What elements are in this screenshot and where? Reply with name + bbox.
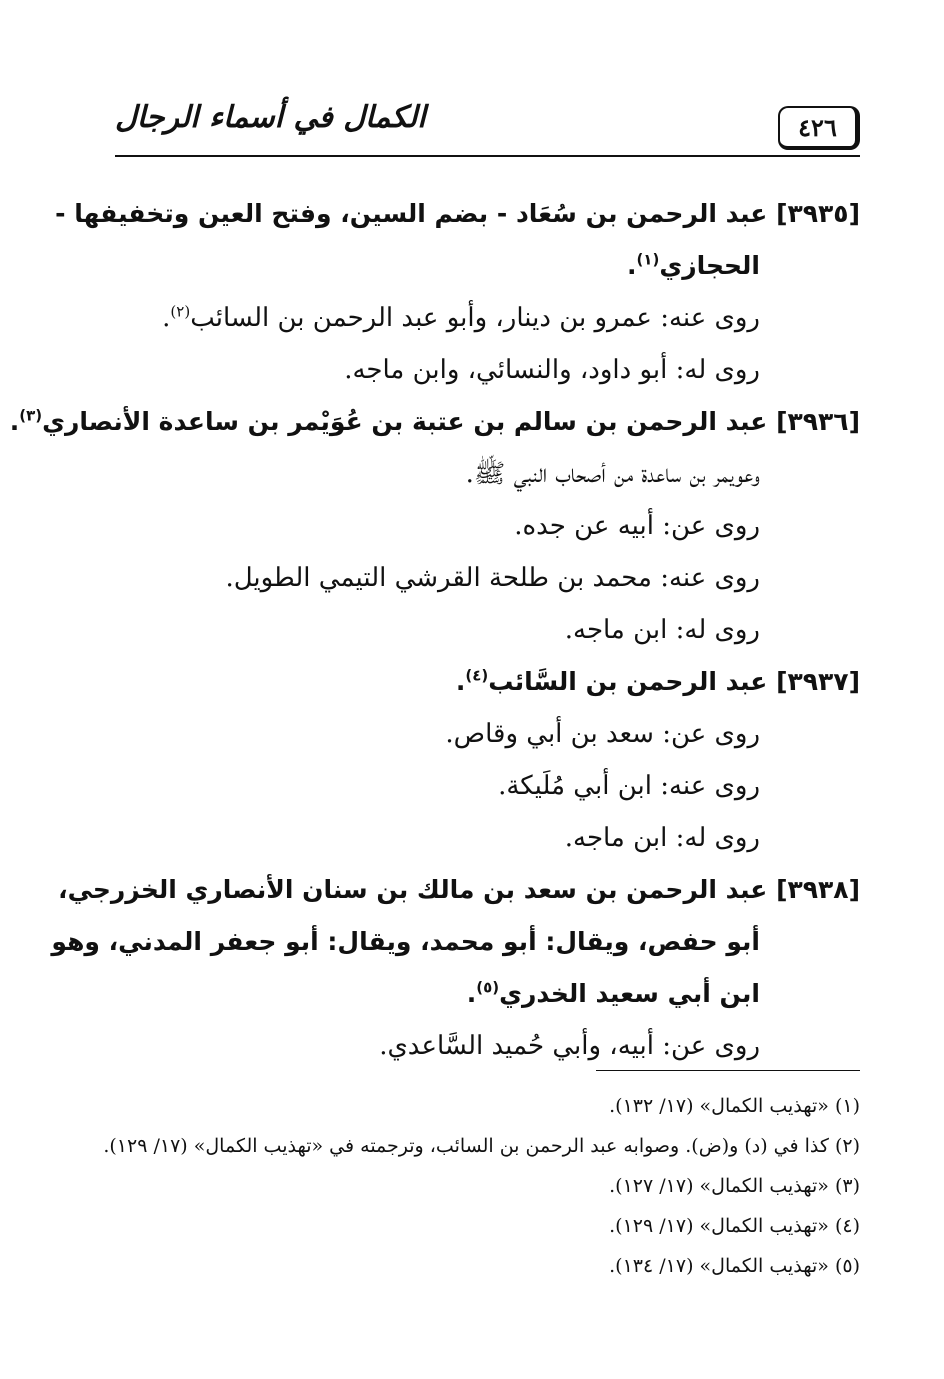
note-3936: وعويمر بن ساعدة من أصحاب النبي ﷺ. [465, 459, 760, 489]
rawa-an-3937: روى عن: سعد بن أبي وقاص. [445, 719, 760, 749]
rawa-anhu-tail: . [162, 303, 171, 333]
rawa-anhu-3937: روى عنه: ابن أبي مُلَيكة. [498, 771, 760, 801]
entry-heading-3938-line3 [112, 968, 860, 1020]
footnote-3: (٣) «تهذيب الكمال» (١٧/ ١٢٧). [609, 1175, 860, 1197]
entry-heading-3935-line1: [٣٩٣٥] عبد الرحمن بن سُعَاد - بضم السين، وفتح العين وتخفيفها - [55, 199, 860, 228]
entry-heading-3937 [112, 656, 860, 708]
rawa-anhu-text: روى عنه: عمرو بن دينار، وأبو عبد الرحمن بن السائب [190, 303, 760, 333]
heading-tail: . [9, 407, 20, 436]
header-rule [115, 155, 860, 157]
rawa-anhu-3936: روى عنه: محمد بن طلحة القرشي التيمي الطويل. [225, 563, 760, 593]
entry-heading-3935-line2 [112, 240, 860, 292]
running-title: الكمال في أسماء الرجال [115, 100, 426, 135]
heading-text: الحجازي [659, 251, 760, 280]
heading-tail: . [455, 667, 466, 696]
entry-heading-3938-line2: أبو حفص، ويقال: أبو محمد، ويقال: أبو جعفر المدني، وهو [51, 927, 760, 956]
footnote-ref: (١) [636, 250, 660, 269]
footnote-2: (٢) كذا في (د) و(ض). وصوابه عبد الرحمن بن السائب، وترجمته في «تهذيب الكمال» (١٧/ ١٢٩). [103, 1135, 860, 1157]
rawa-lahu-3937: روى له: ابن ماجه. [564, 823, 760, 853]
rawa-an-3936: روى عن: أبيه عن جده. [514, 511, 760, 541]
rawa-anhu-3935 [112, 292, 860, 344]
heading-tail: . [626, 251, 637, 280]
footnote-1: (١) «تهذيب الكمال» (١٧/ ١٣٢). [609, 1095, 860, 1117]
footnote-5: (٥) «تهذيب الكمال» (١٧/ ١٣٤). [609, 1255, 860, 1277]
entry-heading-3938-line1: [٣٩٣٨] عبد الرحمن بن سعد بن مالك بن سنان الأنصاري الخزرجي، [58, 875, 860, 904]
footnote-ref: (٣) [19, 406, 43, 425]
rawa-lahu-3936: روى له: ابن ماجه. [564, 615, 760, 645]
footnote-separator [596, 1070, 860, 1071]
footnote-ref: (٥) [476, 978, 500, 997]
entry-heading-3936 [9, 396, 860, 448]
footnote-ref: (٤) [465, 666, 489, 685]
heading-text: ابن أبي سعيد الخدري [499, 979, 760, 1008]
rawa-lahu-3935: روى له: أبو داود، والنسائي، وابن ماجه. [344, 355, 760, 385]
footnote-4: (٤) «تهذيب الكمال» (١٧/ ١٢٩). [609, 1215, 860, 1237]
heading-text: [٣٩٣٧] عبد الرحمن بن السَّائب [488, 667, 860, 696]
page-number: ٤٢٦ [778, 106, 860, 150]
main-text [9, 188, 860, 1072]
page-header [115, 96, 860, 162]
heading-tail: . [466, 979, 477, 1008]
heading-text: [٣٩٣٦] عبد الرحمن بن سالم بن عتبة بن عُوَيْمر بن ساعدة الأنصاري [42, 407, 860, 436]
footnote-ref: (٢) [170, 302, 191, 321]
footnotes [103, 1086, 860, 1286]
rawa-an-3938: روى عن: أبيه، وأبي حُميد السَّاعدي. [379, 1031, 760, 1061]
